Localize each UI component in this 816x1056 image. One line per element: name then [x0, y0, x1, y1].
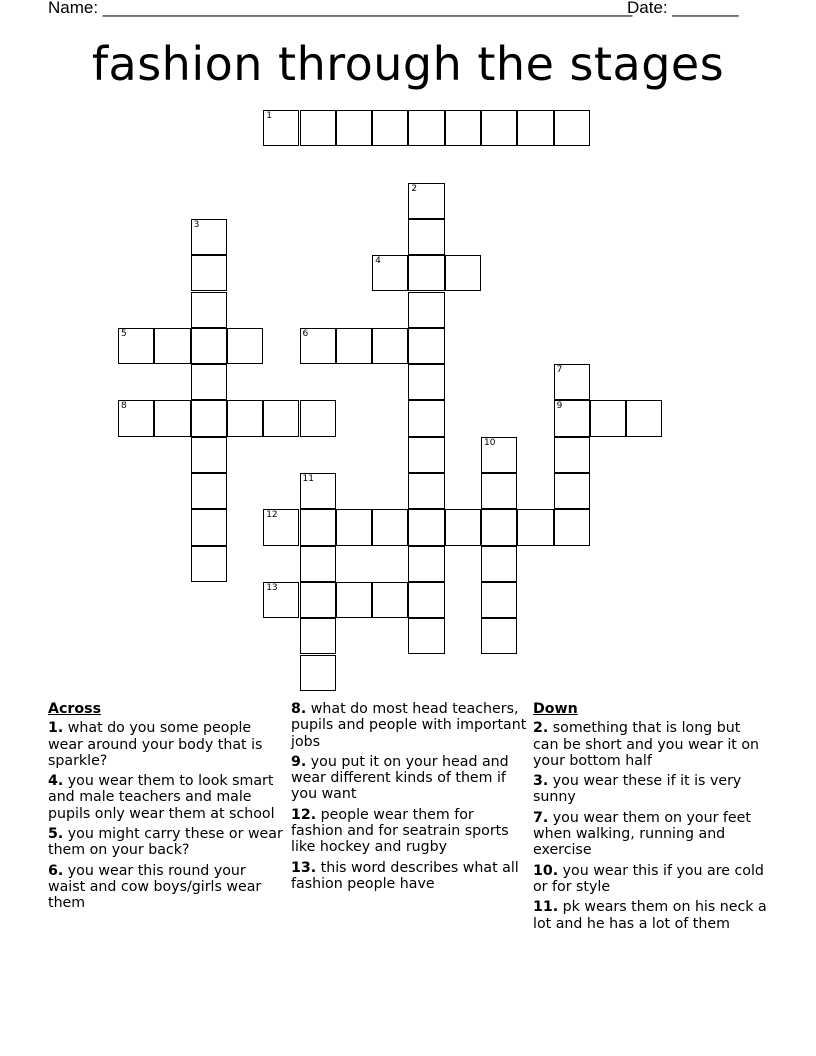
grid-cell[interactable]	[481, 546, 517, 582]
clue-across-9: 9. you put it on your head and wear different kinds of them if you want	[291, 753, 509, 803]
grid-cell[interactable]	[408, 582, 444, 618]
grid-cell[interactable]	[300, 110, 336, 146]
clue-across-8: 8. what do most head teachers, pupils and people with important jobs	[291, 701, 527, 750]
clue-number: 1	[266, 111, 272, 121]
grid-cell[interactable]	[408, 255, 444, 291]
grid-cell[interactable]	[408, 473, 444, 509]
grid-cell[interactable]	[408, 364, 444, 400]
grid-cell[interactable]	[481, 509, 517, 545]
grid-cell[interactable]	[191, 437, 227, 473]
clue-across-1: 1. what do you some people wear around your body that is sparkle?	[48, 720, 263, 769]
grid-cell[interactable]	[372, 255, 408, 291]
grid-cell[interactable]	[481, 618, 517, 654]
grid-cell[interactable]	[227, 400, 263, 436]
name-line: Name: ________________________________________________________	[48, 0, 633, 17]
clue-number: 8	[121, 401, 127, 412]
grid-cell[interactable]	[554, 400, 590, 436]
grid-cell[interactable]	[554, 110, 590, 146]
grid-cell[interactable]	[191, 473, 227, 509]
clue-number: 9	[556, 401, 563, 412]
grid-cell[interactable]	[191, 255, 227, 291]
grid-cell[interactable]	[191, 219, 227, 255]
clue-down-11: 11. pk wears them on his neck a lot and he has a lot of them	[533, 899, 767, 932]
grid-cell[interactable]	[336, 110, 372, 146]
clue-number: 5	[121, 328, 127, 339]
across-heading: Across	[48, 701, 102, 717]
grid-cell[interactable]	[408, 183, 444, 219]
grid-cell[interactable]	[554, 509, 590, 545]
clue-number: 2	[411, 183, 418, 194]
grid-cell[interactable]	[408, 437, 444, 473]
down-heading: Down	[533, 701, 578, 717]
grid-cell[interactable]	[336, 509, 372, 545]
grid-cell[interactable]	[445, 255, 481, 291]
clue-number: 13	[266, 582, 278, 593]
grid-cell[interactable]	[517, 110, 553, 146]
clue-number: 3	[193, 219, 200, 230]
grid-cell[interactable]	[408, 618, 444, 654]
grid-cell[interactable]	[408, 292, 444, 328]
date-line: Date: _______	[627, 0, 739, 17]
grid-cell[interactable]	[263, 582, 299, 618]
clue-number: 11	[302, 474, 314, 484]
grid-cell[interactable]	[118, 400, 154, 436]
clue-down-10: 10. you wear this if you are cold or for style	[533, 862, 764, 895]
grid-cell[interactable]	[445, 509, 481, 545]
grid-cell[interactable]	[336, 328, 372, 364]
clue-down-3: 3. you wear these if it is very sunny	[533, 773, 742, 806]
clue-number: 4	[375, 256, 381, 267]
grid-cell[interactable]	[263, 509, 299, 545]
grid-cell[interactable]	[481, 473, 517, 509]
grid-cell[interactable]	[445, 110, 481, 146]
grid-cell[interactable]	[300, 400, 336, 436]
clue-across-5: 5. you might carry these or wear them on your back?	[48, 826, 283, 859]
across-clues-column-2	[291, 701, 527, 896]
clue-number: 12	[266, 510, 278, 521]
grid-cell[interactable]	[263, 400, 299, 436]
grid-cell[interactable]	[408, 546, 444, 582]
grid-cell[interactable]	[372, 110, 408, 146]
clue-down-2: 2. something that is long but can be short and you wear it on your bottom half	[533, 720, 760, 769]
grid-cell[interactable]	[118, 328, 154, 364]
grid-cell[interactable]	[408, 400, 444, 436]
grid-cell[interactable]	[300, 509, 336, 545]
grid-cell[interactable]	[626, 400, 662, 436]
grid-cell[interactable]	[481, 437, 517, 473]
grid-cell[interactable]	[154, 328, 190, 364]
clue-number: 7	[556, 365, 563, 376]
clue-across-4: 4. you wear them to look smart and male teachers and male pupils only wear them at school	[48, 773, 275, 822]
grid-cell[interactable]	[408, 509, 444, 545]
clue-number: 6	[302, 328, 309, 339]
grid-cell[interactable]	[191, 546, 227, 582]
grid-cell[interactable]	[191, 292, 227, 328]
grid-cell[interactable]	[191, 328, 227, 364]
page-title: fashion through the stages	[91, 37, 725, 91]
clue-number: 10	[484, 437, 496, 448]
grid-cell[interactable]	[154, 400, 190, 436]
grid-cell[interactable]	[554, 437, 590, 473]
grid-cell[interactable]	[372, 328, 408, 364]
grid-cell[interactable]	[227, 328, 263, 364]
grid-cell[interactable]	[481, 582, 517, 618]
down-clues-column	[533, 701, 769, 936]
grid-cell[interactable]	[408, 110, 444, 146]
grid-cell[interactable]	[554, 364, 590, 400]
grid-cell[interactable]	[300, 546, 336, 582]
clue-across-13: 13. this word describes what all fashion people have	[291, 859, 519, 892]
clue-across-6: 6. you wear this round your waist and cow boys/girls wear them	[48, 862, 262, 912]
clue-across-12: 12. people wear them for fashion and for seatrain sports like hockey and rugby	[291, 806, 509, 856]
grid-cell[interactable]	[408, 328, 444, 364]
grid-cell[interactable]	[300, 582, 336, 618]
grid-cell[interactable]	[191, 509, 227, 545]
grid-cell[interactable]	[300, 328, 336, 364]
grid-cell[interactable]	[372, 582, 408, 618]
grid-cell[interactable]	[191, 364, 227, 400]
grid-cell[interactable]	[263, 110, 299, 146]
grid-cell[interactable]	[336, 582, 372, 618]
grid-cell[interactable]	[300, 655, 336, 691]
grid-cell[interactable]	[300, 473, 336, 509]
grid-cell[interactable]	[300, 618, 336, 654]
grid-cell[interactable]	[517, 509, 553, 545]
across-clues-column-1	[48, 701, 284, 916]
grid-cell[interactable]	[554, 473, 590, 509]
grid-cell[interactable]	[372, 509, 408, 545]
grid-cell[interactable]	[590, 400, 626, 436]
grid-cell[interactable]	[481, 110, 517, 146]
grid-cell[interactable]	[408, 219, 444, 255]
grid-cell[interactable]	[191, 400, 227, 436]
clue-down-7: 7. you wear them on your feet when walking, running and exercise	[533, 809, 751, 859]
